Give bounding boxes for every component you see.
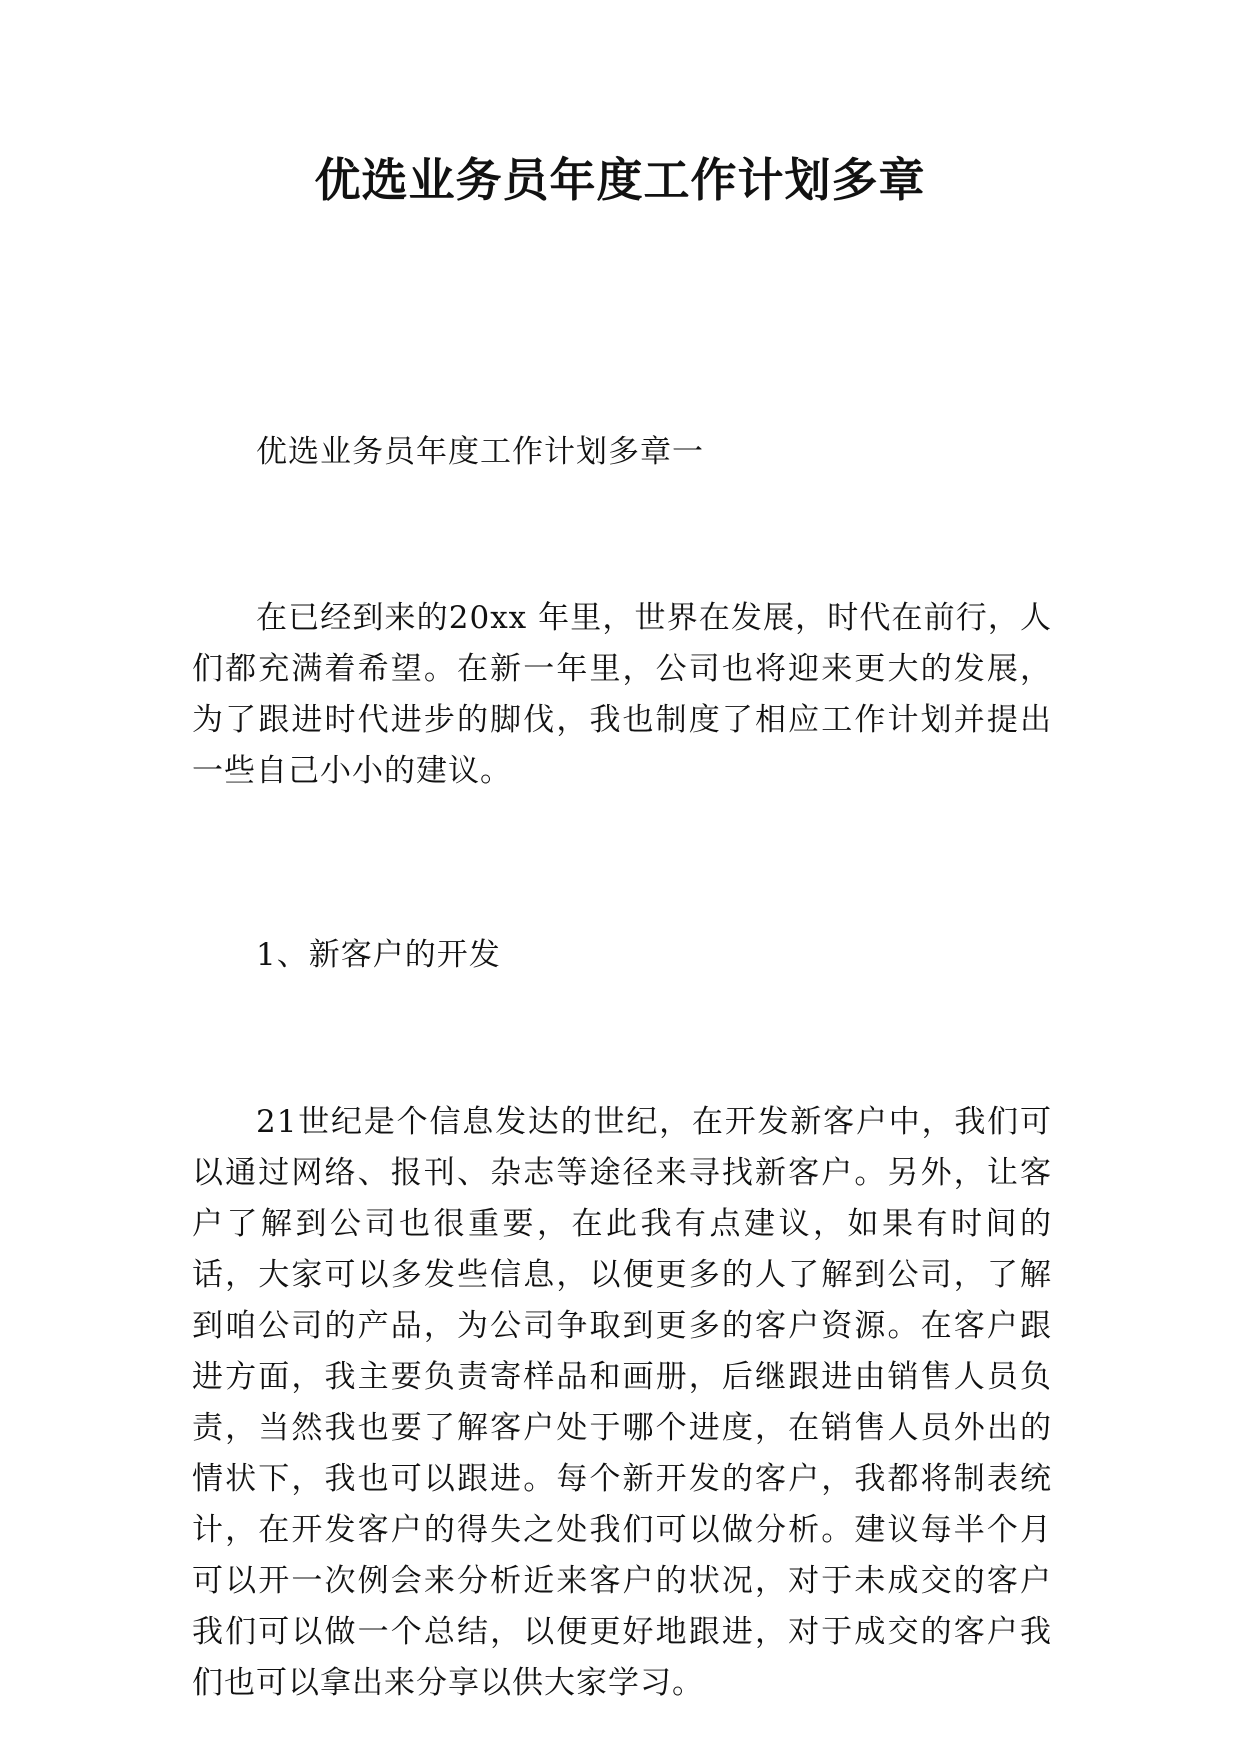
document-title: 优选业务员年度工作计划多章 <box>314 153 926 207</box>
section-heading: 1、新客户的开发 <box>256 937 501 973</box>
section-subtitle: 优选业务员年度工作计划多章一 <box>256 434 704 470</box>
body-paragraph: 21世纪是个信息发达的世纪，在开发新客户中，我们可以通过网络、报刊、杂志等途径来寻找新客户。另外，让客户了解到公司也很重要，在此我有点建议，如果有时间的话，大家可以多发些信息，以便更多的人了解到公司，了解到咱公司的产品，为公司争取到更多的客户资源。在客户跟进方面，我主要负责寄样品和画册，后继跟进由销售人员负责，当然我也要了解客户处于哪个进度，在销售人员外出的情状下，我也可以跟进。每个新开发的客户，我都将制表统计，在开发客户的得失之处我们可以做分析。建议每半个月可以开一次例会来分析近来客户的状况，对于未成交的客户我们可以做一个总结，以便更好地跟进，对于成交的客户我们也可以拿出来分享以供大家学习。 <box>192 1104 1052 1701</box>
intro-paragraph: 在已经到来的20xx 年里，世界在发展，时代在前行，人们都充满着希望。在新一年里，公司也将迎来更大的发展，为了跟进时代进步的脚伐，我也制度了相应工作计划并提出一些自己小小的建议。 <box>192 600 1052 789</box>
